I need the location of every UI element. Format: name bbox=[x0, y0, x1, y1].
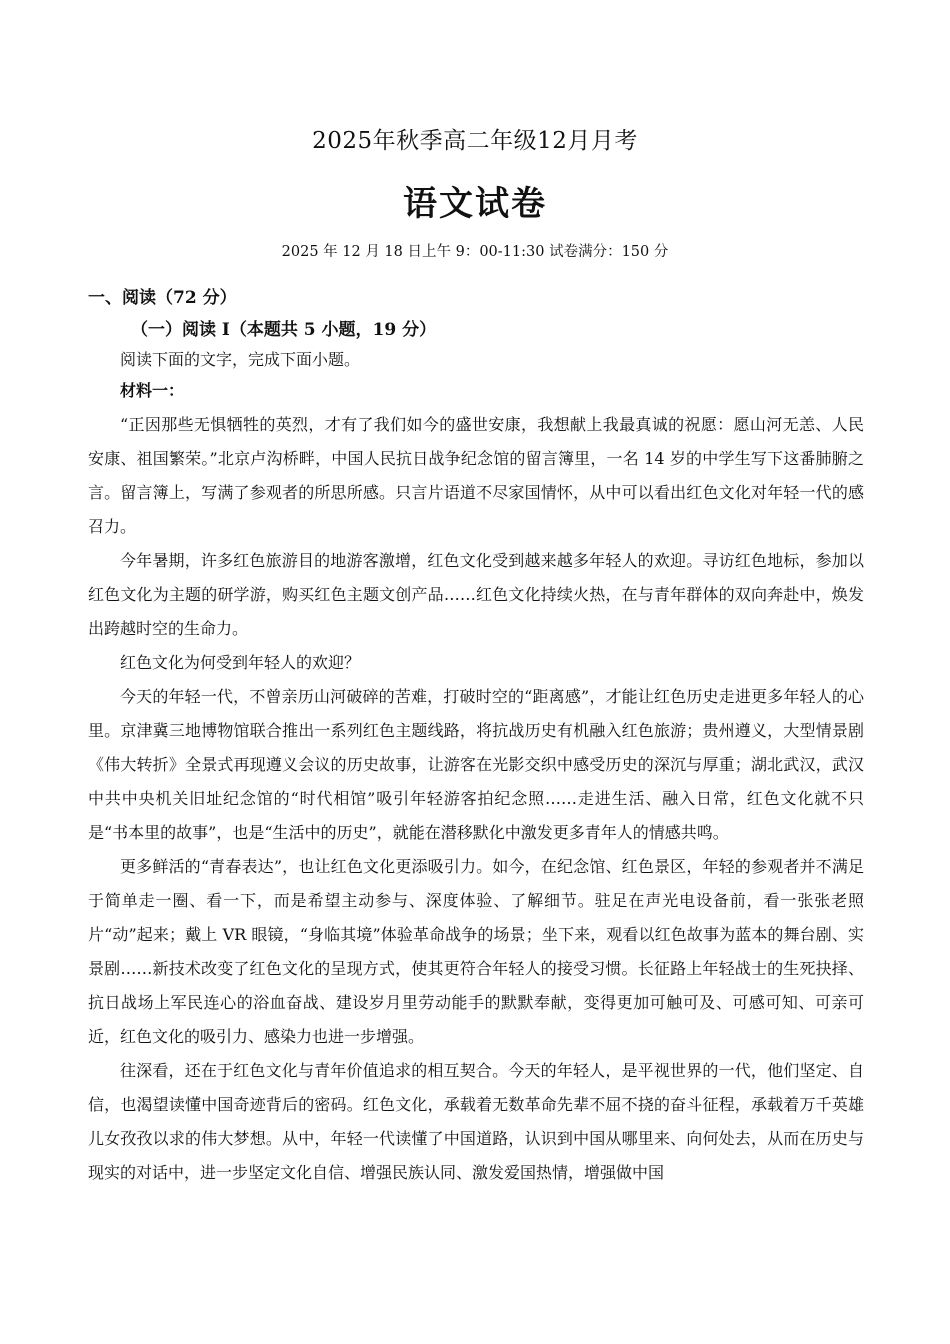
paragraph: 今年暑期，许多红色旅游目的地游客激增，红色文化受到越来越多年轻人的欢迎。寻访红色地标，参加以红色文化为主题的研学游，购买红色主题文创产品……红色文化持续火热，在与青年群体的双向奔赴中，焕发出跨越时空的生命力。 bbox=[88, 551, 864, 638]
subsection-heading: （一）阅读 I（本题共 5 小题，19 分） bbox=[131, 320, 437, 340]
section-heading: 一、阅读（72 分） bbox=[88, 288, 237, 308]
paragraph: 今天的年轻一代，不曾亲历山河破碎的苦难，打破时空的“距离感”，才能让红色历史走进更多年轻人的心里。京津冀三地博物馆联合推出一系列红色主题线路，将抗战历史有机融入红色旅游；贵州遵义，大型情景剧《伟大转折》全景式再现遵义会议的历史故事，让游客在光影交织中感受历史的深沉与厚重；湖北武汉，武汉中共中央机关旧址纪念馆的“时代相馆”吸引年轻游客拍纪念照……走进生活、融入日常，红色文化就不只是“书本里的故事”，也是“生活中的历史”，就能在潜移默化中激发更多青年人的情感共鸣。 bbox=[88, 687, 864, 842]
paragraph: 更多鲜活的“青春表达”，也让红色文化更添吸引力。如今，在纪念馆、红色景区，年轻的参观者并不满足于简单走一圈、看一下，而是希望主动参与、深度体验、了解细节。驻足在声光电设备前，看一张张老照片“动”起来；戴上 VR 眼镜，“身临其境”体验革命战争的场景；坐下来，观看以红色故事为蓝本的舞台剧、实景剧……新技术改变了红色文化的呈现方式，使其更符合年轻人的接受习惯。长征路上年轻战士的生死抉择、抗日战场上军民连心的浴血奋战、建设岁月里劳动能手的默默奉献，变得更加可触可及、可感可知、可亲可近，红色文化的吸引力、感染力也进一步增强。 bbox=[88, 857, 864, 1046]
material-label: 材料一： bbox=[120, 381, 185, 400]
subject-title: 语文试卷 bbox=[403, 184, 547, 224]
exam-title: 2025年秋季高二年级12月月考 bbox=[312, 128, 638, 154]
paragraph: “正因那些无惧牺牲的英烈，才有了我们如今的盛世安康，我想献上我最真诚的祝愿：愿山河无恙、人民安康、祖国繁荣。”北京卢沟桥畔，中国人民抗日战争纪念馆的留言簿里，一名 14 岁的中学生写下这番肺腑之言。留言簿上，写满了参观者的所思所感。只言片语道不尽家国情怀，从中可以看出红色文化对年轻一代的感召力。 bbox=[88, 415, 864, 536]
instruction-text: 阅读下面的文字，完成下面小题。 bbox=[120, 350, 361, 369]
paragraph: 往深看，还在于红色文化与青年价值追求的相互契合。今天的年轻人，是平视世界的一代，他们坚定、自信，也渴望读懂中国奇迹背后的密码。红色文化，承载着无数革命先辈不屈不挠的奋斗征程，承载着万千英雄儿女孜孜以求的伟大梦想。从中，年轻一代读懂了中国道路，认识到中国从哪里来、向何处去，从而在历史与现实的对话中，进一步坚定文化自信、增强民族认同、激发爱国热情，增强做中国 bbox=[88, 1061, 864, 1182]
reading-passage bbox=[88, 408, 864, 1190]
paragraph: 红色文化为何受到年轻人的欢迎？ bbox=[120, 653, 361, 672]
exam-meta: 2025 年 12 月 18 日上午 9：00-11:30 试卷满分：150 分 bbox=[281, 244, 669, 260]
